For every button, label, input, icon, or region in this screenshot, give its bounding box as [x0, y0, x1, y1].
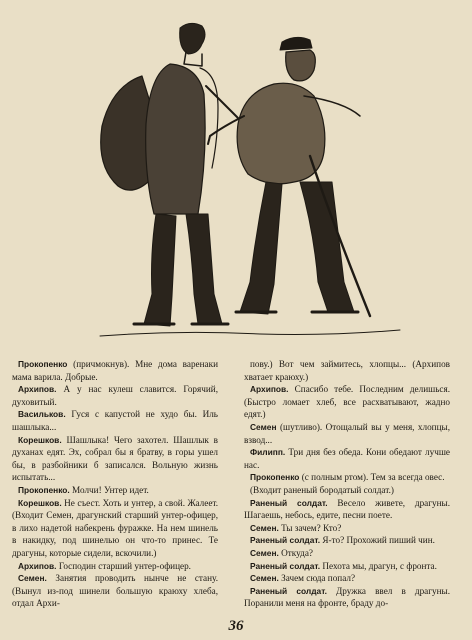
speaker-name: Корешков.	[18, 497, 62, 508]
line-text: А у нас кулеш славится. Горячий, духовитый.	[12, 384, 218, 407]
speaker-name: Семен	[250, 421, 277, 432]
line-text: Господин старший унтер-офицер.	[58, 560, 191, 571]
line-text: (причмокнув). Мне дома варенаки мама варила. Добрые.	[12, 359, 218, 382]
line-text: пову.) Вот чем займитесь, хлопцы... (Архипов хватает краюху.)	[244, 359, 450, 382]
dialogue-line	[244, 547, 450, 560]
speaker-name: Семен.	[250, 547, 279, 558]
line-text: (Входит раненый бородатый солдат.)	[250, 484, 394, 495]
speaker-name: Раненый солдат.	[250, 585, 327, 596]
speaker-name: Прокопенко.	[18, 484, 70, 495]
text-column-left	[12, 358, 218, 610]
page-number: 36	[228, 618, 244, 634]
dialogue-line	[244, 383, 450, 421]
dialogue-line	[244, 560, 450, 573]
line-text: Гуся с капустой не худо бы. Иль шашлыка...	[12, 409, 219, 432]
dialogue-line	[244, 421, 450, 446]
speaker-name: Раненый солдат.	[250, 497, 328, 508]
speaker-name: Архипов.	[18, 384, 57, 395]
line-text: Зачем сюда попал?	[281, 573, 356, 584]
illustration-two-soldiers-handshake	[60, 6, 420, 354]
line-text: Откуда?	[281, 547, 313, 558]
speaker-name: Филипп.	[250, 447, 286, 458]
line-text: Шашлыка! Чего захотел. Шашлык в духанах едят. Эх, собрал бы я братву, в горы ушел бы, в разбойники б записался. Вольную жизнь испытать...	[12, 434, 218, 483]
dialogue-line	[12, 434, 218, 484]
line-text: Спасибо тебе. Последним делишься. (Быстро ломает хлеб, все расхватывают, жадно едят.)	[244, 384, 450, 420]
dialogue-line	[12, 572, 218, 610]
speaker-name: Васильков.	[18, 409, 66, 420]
dialogue-line	[12, 484, 218, 497]
speaker-name: Семен.	[18, 573, 47, 584]
speaker-name: Прокопенко	[250, 472, 300, 483]
line-text: Молчи! Унтер идет.	[72, 484, 149, 495]
speaker-name: Архипов.	[18, 560, 57, 571]
dialogue-line	[244, 534, 450, 547]
speaker-name: Раненый солдат.	[250, 560, 321, 571]
dialogue-line	[12, 383, 218, 408]
dialogue-line	[244, 522, 450, 535]
dialogue-line	[244, 572, 450, 585]
dialogue-line	[12, 408, 218, 433]
speaker-name: Корешков.	[18, 434, 62, 445]
line-text: Занятия проводить нынче не стану. (Вынул из-под шинели большую краюху хлеба, отдал Архи-	[12, 573, 218, 609]
line-text: Пехота мы, драгун, с фронта.	[322, 560, 437, 571]
line-text: Дружка ввел в драгуны. Поранили меня на фронте, браду до-	[244, 585, 451, 609]
line-text: Ты зачем? Кто?	[281, 522, 342, 533]
text-column-right	[244, 358, 450, 610]
dialogue-line	[244, 585, 450, 610]
dialogue-line	[244, 497, 450, 522]
speaker-name: Архипов.	[250, 384, 289, 395]
dialogue-line	[244, 471, 450, 484]
dialogue-line	[244, 484, 450, 497]
dialogue-line	[12, 358, 218, 383]
speaker-name: Раненый солдат.	[250, 535, 321, 546]
line-text: Я-то? Прохожий пиший чин.	[322, 535, 435, 546]
line-text: (шутливо). Отощалый вы у меня, хлопцы, взвод...	[244, 421, 450, 445]
speaker-name: Семен.	[250, 522, 279, 533]
speaker-name: Прокопенко	[18, 359, 68, 369]
dialogue-line	[244, 358, 450, 383]
dialogue-line	[244, 446, 450, 471]
line-text: Три дня без обеда. Кони обедают лучше нас.	[244, 447, 451, 470]
line-text: Весело живете, драгуны. Шагаешь, небось, едите, песни поете.	[244, 497, 451, 521]
line-text: Не съест. Хоть и унтер, а свой. Жалеет. (Входит Семен, драгунский старший унтер-офицер, в лихо надетой набекрень фуражке. На нем шинель в накидку, под шинелью он что-то принес. Те драгуны, которые сидели, вскочили.)	[12, 497, 219, 558]
speaker-name: Семен.	[250, 573, 279, 584]
dialogue-line	[12, 497, 218, 560]
line-text: (с полным ртом). Тем за всегда овес.	[301, 472, 445, 483]
dialogue-line	[12, 560, 218, 573]
